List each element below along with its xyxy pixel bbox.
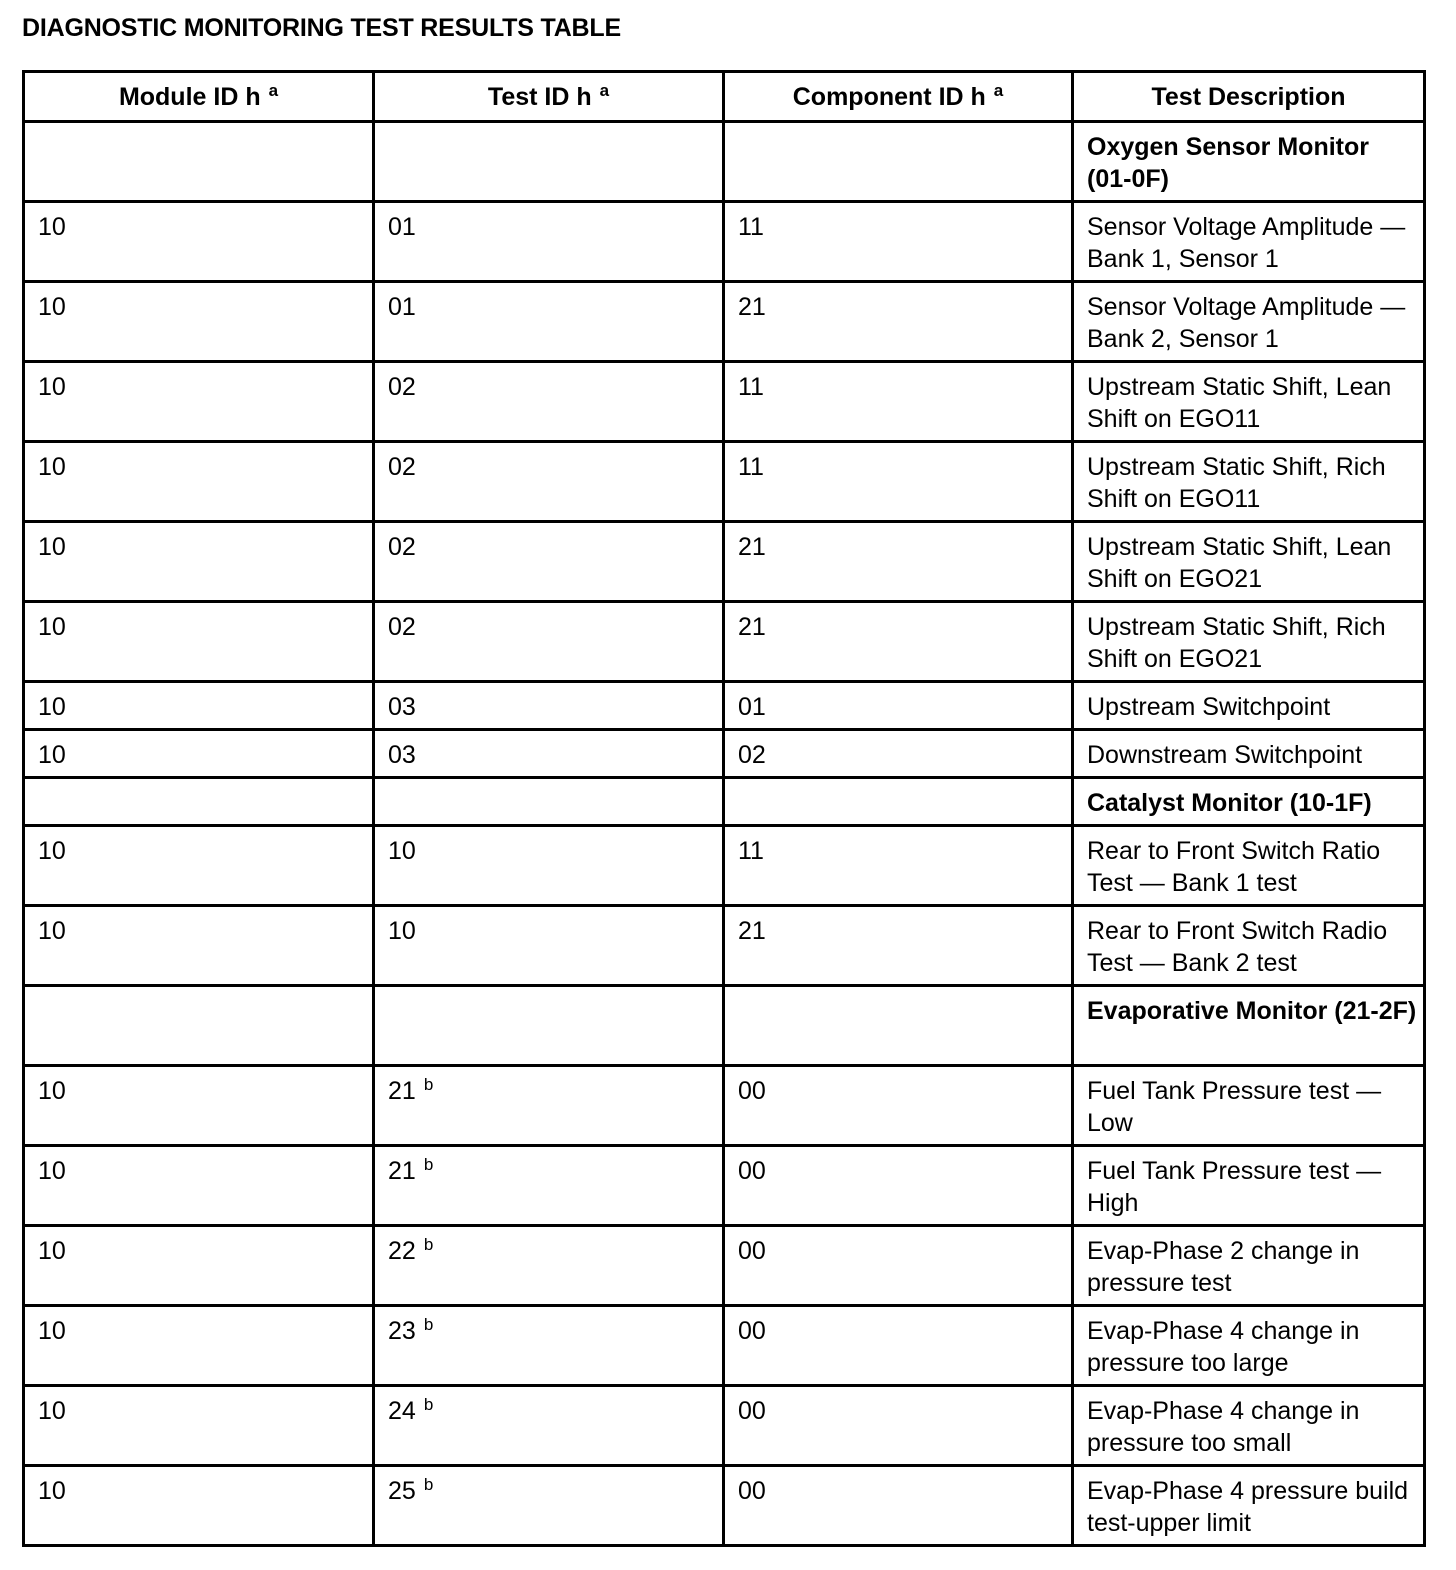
test-id-cell: 21 $^b$ [374,1146,724,1226]
test-id-cell: 24 $^b$ [374,1386,724,1466]
component-id-cell: 00 [724,1226,1073,1306]
module-id-cell: 10 [24,1466,374,1546]
component-id-cell [724,122,1073,202]
table-row [24,1226,1425,1306]
test-id-cell: 21 $^b$ [374,1066,724,1146]
module-id-cell: 10 [24,1226,374,1306]
test-id-cell: 01 [374,282,724,362]
test-id-cell [374,778,724,826]
section-row [24,122,1425,202]
test-id-cell: 25 $^b$ [374,1466,724,1546]
component-id-cell: 21 [724,282,1073,362]
test-id-cell: 02 [374,602,724,682]
module-id-cell: 10 [24,522,374,602]
section-row [24,778,1425,826]
table-row [24,1146,1425,1226]
section-label: Oxygen Sensor Monitor (01-0F) [1073,122,1425,202]
component-id-cell: 00 [724,1306,1073,1386]
table-row [24,1306,1425,1386]
table-row [24,442,1425,522]
header-test-description: Test Description [1073,72,1425,122]
table-row [24,602,1425,682]
module-id-cell: 10 [24,1146,374,1226]
component-id-cell: 02 [724,730,1073,778]
table-row [24,906,1425,986]
test-id-cell: 22 $^b$ [374,1226,724,1306]
test-id-cell [374,986,724,1066]
table-row [24,282,1425,362]
component-id-cell: 00 [724,1066,1073,1146]
footnote-marker: b [423,1475,434,1494]
module-id-cell: 10 [24,730,374,778]
test-description-cell: Upstream Switchpoint [1073,682,1425,730]
component-id-cell [724,778,1073,826]
module-id-cell: 10 [24,1066,374,1146]
table-row [24,682,1425,730]
module-id-cell: 10 [24,826,374,906]
header-component-id: Component ID h $^a$ [724,72,1073,122]
results-table [22,70,1426,1547]
module-id-cell: 10 [24,442,374,522]
test-id-cell: 10 [374,826,724,906]
test-description-cell: Upstream Static Shift, Rich Shift on EGO21 [1073,602,1425,682]
component-id-cell: 21 [724,906,1073,986]
header-row [24,72,1425,122]
component-id-cell: 00 [724,1466,1073,1546]
test-description-cell: Rear to Front Switch Ratio Test — Bank 1 test [1073,826,1425,906]
test-description-cell: Rear to Front Switch Radio Test — Bank 2 test [1073,906,1425,986]
section-label: Catalyst Monitor (10-1F) [1073,778,1425,826]
component-id-cell: 11 [724,826,1073,906]
component-id-cell: 21 [724,522,1073,602]
test-description-cell: Fuel Tank Pressure test — Low [1073,1066,1425,1146]
section-label: Evaporative Monitor (21-2F) [1073,986,1425,1066]
test-description-cell: Upstream Static Shift, Lean Shift on EGO21 [1073,522,1425,602]
module-id-cell: 10 [24,1306,374,1386]
test-id-cell: 01 [374,202,724,282]
module-id-cell: 10 [24,1386,374,1466]
footnote-marker: b [423,1075,434,1094]
test-description-cell: Upstream Static Shift, Lean Shift on EGO11 [1073,362,1425,442]
test-description-cell: Fuel Tank Pressure test — High [1073,1146,1425,1226]
footnote-marker: b [423,1155,434,1174]
test-description-cell: Sensor Voltage Amplitude — Bank 2, Sensor 1 [1073,282,1425,362]
module-id-cell: 10 [24,202,374,282]
module-id-cell: 10 [24,282,374,362]
module-id-cell [24,778,374,826]
test-id-cell: 10 [374,906,724,986]
table-row [24,522,1425,602]
component-id-cell: 01 [724,682,1073,730]
footnote-marker: b [423,1235,434,1254]
test-id-cell: 02 [374,442,724,522]
test-description-cell: Evap-Phase 4 change in pressure too small [1073,1386,1425,1466]
section-row [24,986,1425,1066]
module-id-cell [24,986,374,1066]
table-row [24,362,1425,442]
test-description-cell: Evap-Phase 4 pressure build test-upper limit [1073,1466,1425,1546]
module-id-cell: 10 [24,906,374,986]
test-id-cell: 02 [374,522,724,602]
header-module-id: Module ID h $^a$ [24,72,374,122]
module-id-cell: 10 [24,682,374,730]
component-id-cell: 11 [724,202,1073,282]
component-id-cell: 00 [724,1146,1073,1226]
table-row [24,826,1425,906]
test-id-cell: 03 [374,730,724,778]
component-id-cell: 21 [724,602,1073,682]
table-row [24,1466,1425,1546]
table-row [24,1386,1425,1466]
table-body [24,122,1425,1546]
test-description-cell: Evap-Phase 2 change in pressure test [1073,1226,1425,1306]
test-description-cell: Evap-Phase 4 change in pressure too large [1073,1306,1425,1386]
test-id-cell: 03 [374,682,724,730]
footnote-marker: b [423,1395,434,1414]
module-id-cell [24,122,374,202]
footnote-marker: b [423,1315,434,1334]
table-row [24,730,1425,778]
component-id-cell: 11 [724,362,1073,442]
header-test-id: Test ID h $^a$ [374,72,724,122]
test-description-cell: Upstream Static Shift, Rich Shift on EGO11 [1073,442,1425,522]
table-row [24,202,1425,282]
test-description-cell: Downstream Switchpoint [1073,730,1425,778]
test-id-cell: 02 [374,362,724,442]
module-id-cell: 10 [24,362,374,442]
component-id-cell [724,986,1073,1066]
component-id-cell: 11 [724,442,1073,522]
table-row [24,1066,1425,1146]
page-title: DIAGNOSTIC MONITORING TEST RESULTS TABLE [22,14,621,42]
test-description-cell: Sensor Voltage Amplitude — Bank 1, Sensor 1 [1073,202,1425,282]
test-id-cell [374,122,724,202]
component-id-cell: 00 [724,1386,1073,1466]
test-id-cell: 23 $^b$ [374,1306,724,1386]
module-id-cell: 10 [24,602,374,682]
